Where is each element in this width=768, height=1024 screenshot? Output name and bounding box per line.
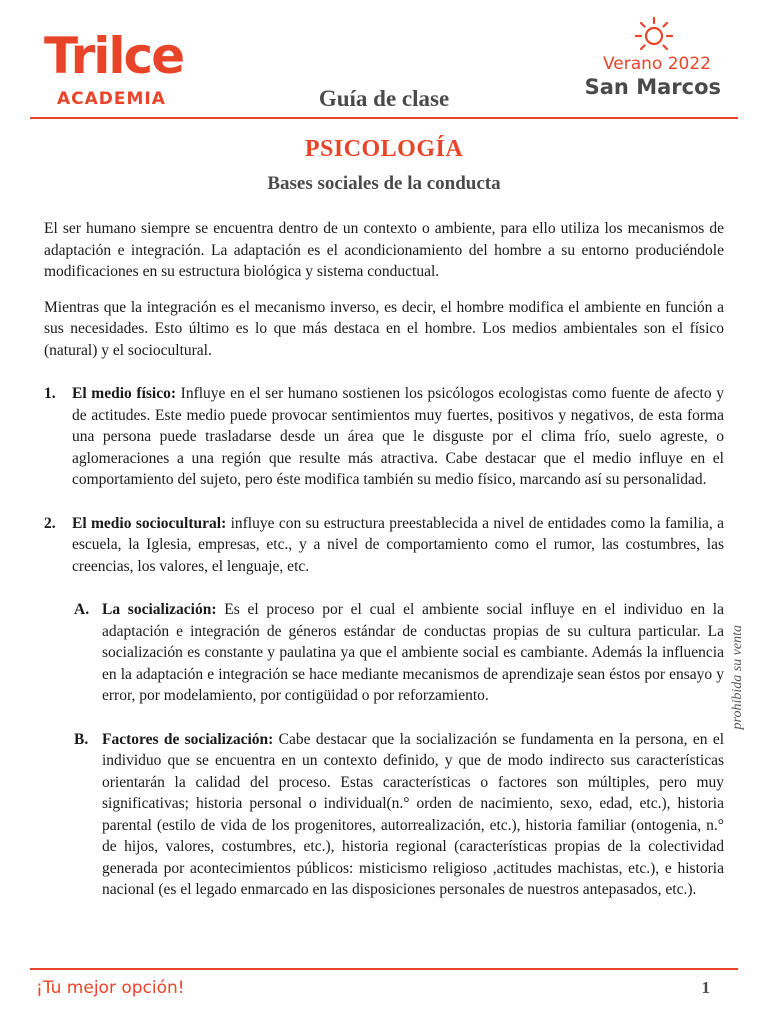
- item-number: 2.: [44, 514, 56, 532]
- intro-paragraph: Mientras que la integración es el mecanismo inverso, es decir, el hombre modifica el ambiente en función a sus necesidades. Esto último es lo que más destaca en el hombre. Los medios ambientales son el físico (natural) y el sociocultural.: [44, 298, 724, 359]
- document-body: [44, 218, 724, 915]
- numbered-item: [44, 513, 724, 578]
- item-body: [72, 383, 724, 491]
- sun-icon: [634, 14, 674, 54]
- numbered-item: [44, 383, 724, 491]
- item-term: El medio físico:: [72, 385, 177, 402]
- item-letter: A.: [74, 601, 90, 618]
- item-number: 1.: [44, 385, 56, 402]
- item-body: [102, 599, 724, 707]
- item-body: [72, 513, 724, 578]
- footer-slogan: ¡Tu mejor opción!: [36, 978, 185, 998]
- edition-place: San Marcos: [584, 75, 721, 99]
- logo-subtitle: ACADEMIA: [57, 89, 166, 109]
- subject-title: PSICOLOGÍA: [304, 136, 464, 162]
- item-term: Factores de socialización:: [102, 730, 274, 748]
- item-term: El medio sociocultural:: [72, 514, 227, 532]
- item-text: Es el proceso por el cual el ambiente social influye en el individuo en la adaptación e integración de géneros estándar de conductas propias de su cultura particular. La socialización es constante y paulatina ya que el ambiente social es cambiante. Además la influencia en la adaptación e integración se hace mediante mecanismos de aprendizaje sean éstos por ensayo y error, por modelamiento, por contigüidad o por reforzamiento.: [102, 601, 724, 704]
- page-number: 1: [701, 978, 710, 997]
- side-watermark-note: prohibida su venta: [730, 625, 745, 730]
- item-text: Cabe destacar que la socialización se fundamenta en la persona, en el individuo que se encuentra en un contexto definido, y que de modo indirecto sus características orientarán la calidad del proceso. Estas características o factores son múltiples, pero muy significativas; historia personal o individual(n.° orden de nacimiento, sexo, edad, etc.), historia parental (estilo de vida de los progenitores, autorrealización, etc.), historia familiar (ontogenia, n.° de hijos, valores, costumbres, etc.), historia regional (características propias de la colectividad generada por acontecimientos públicos: misticismo religioso ,actitudes machistas, etc.), e historia nacional (es el legado enmarcado en las disposiciones personales de nuestros antepasados, etc.).: [102, 730, 725, 898]
- item-body: [102, 729, 724, 901]
- item-letter: B.: [74, 730, 89, 748]
- intro-paragraph: El ser humano siempre se encuentra dentro de un contexto o ambiente, para ello utiliza los mecanismos de adaptación e integración. La adaptación es el acondicionamiento del hombre a su entorno produciéndole modificaciones en su estructura biológica y sistema conductual.: [44, 220, 724, 280]
- footer-divider: [30, 968, 738, 970]
- topic-title: Bases sociales de la conducta: [267, 173, 501, 194]
- item-text: influye con su estructura preestablecida a nivel de entidades como la familia, a escuela, la Iglesia, empresas, etc., y a nivel de comportamiento como el rumor, las costumbres, las creencias, los valores, el lenguaje, etc.: [72, 514, 724, 575]
- trilce-logo: Trilce: [44, 27, 184, 85]
- item-text: Influye en el ser humano sostienen los psicólogos ecologistas como fuente de afecto y de actitudes. Este medio puede provocar sentimientos muy fuertes, positivos y negativos, de esta forma una persona puede trasladarse desde un área que le disguste por el clima frío, suelo agreste, o aglomeraciones a una región que resulte más atractiva. Cabe destacar que el medio influye en el comportamiento del sujeto, pero éste modifica también su medio físico, marcando así su personalidad.: [72, 385, 725, 488]
- header-divider: [30, 117, 738, 119]
- lettered-item: [74, 599, 724, 707]
- guide-title: Guía de clase: [318, 86, 450, 111]
- lettered-item: [74, 729, 724, 901]
- edition-label: Verano 2022: [602, 54, 711, 74]
- item-term: La socialización:: [102, 601, 217, 618]
